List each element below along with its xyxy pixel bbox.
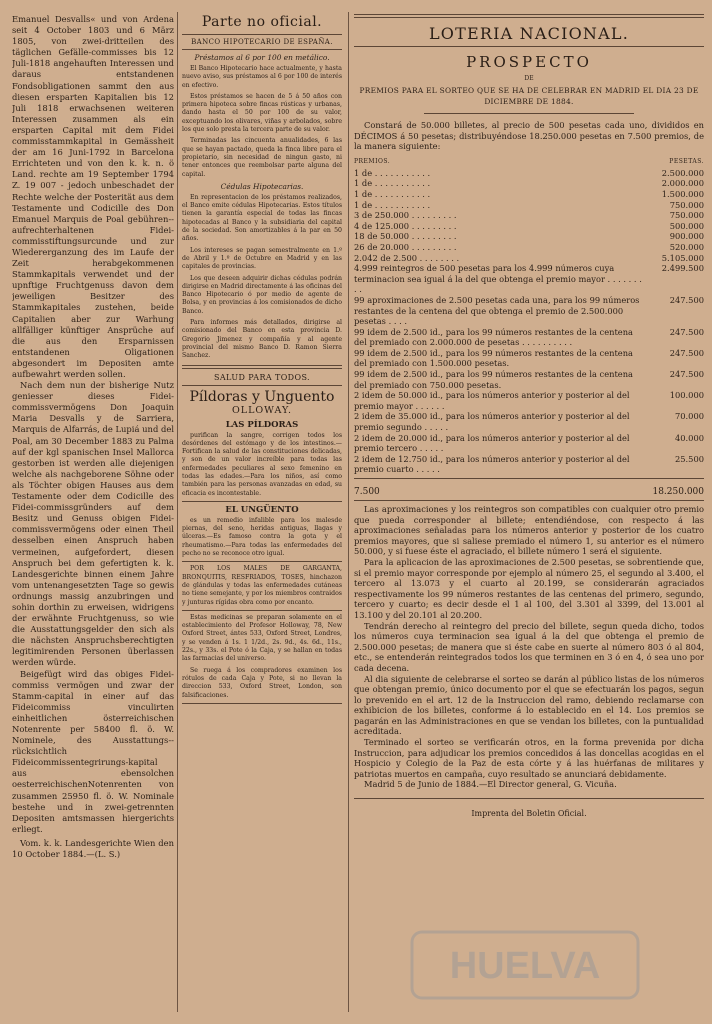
bank-paragraph: Los que deseen adquirir dichas cédulas podrán dirigirse en Madrid directamente á las oficinas del Banco Hipotecario ó por medio de agente de Bolsa, y en provincias á los comisionados de dicho Banco.: [182, 274, 342, 315]
bank-paragraph: El Banco Hipotecario hace actualmente, y hasta nuevo aviso, sus préstamos al 6 por 100 de interés en efectivo.: [182, 65, 342, 89]
divider: [182, 501, 342, 502]
prize-amount: 247.500: [669, 326, 704, 337]
prize-amount: 25.500: [674, 453, 704, 464]
divider: [182, 610, 342, 611]
prize-row: [354, 348, 704, 369]
prize-description: 18 de 50.000 . . . . . . . . .: [354, 231, 457, 242]
prize-row: [354, 263, 704, 295]
prize-description: 1 de . . . . . . . . . . .: [354, 199, 431, 210]
divider: [354, 478, 704, 479]
bank-paragraph: Para informes más detallados, dirigirse al comisionado del Banco en esta provincia D. Gregorio Jimenez y compañía y al agente provincial del mismo Banco D. Ramon Sierra Sanchez.: [182, 319, 342, 360]
prize-row: [354, 327, 704, 348]
prize-amount: 1.500.000: [661, 188, 704, 199]
double-divider: [354, 14, 704, 18]
prize-table-header: [354, 158, 704, 165]
prize-amount: 247.500: [669, 347, 704, 358]
divider: [182, 385, 342, 386]
rules-paragraph: Tendrán derecho al reintegro del precio del billete, segun queda dicho, todos los números cuya terminacion sea igual á la del que obtenga el premio de 2.500.000 pesetas; de manera que si éste cabe en suerte al número 803 ó al 804, etc., se entenderán reintegrados todos los que terminen en 3 ó en 4, ó sea uno por cada decena.: [354, 620, 704, 673]
prize-amount: 520.000: [669, 241, 704, 252]
prize-description: 26 de 20.000 . . . . . . . . .: [354, 241, 457, 252]
divider: [182, 34, 342, 35]
watermark-text: HUELVA: [449, 945, 601, 987]
prize-amount: 2.499.500: [661, 263, 704, 274]
prize-row: [354, 253, 704, 264]
prize-description: 2 idem de 12.750 id., para los números anterior y posterior al del premio cuarto . . . . .: [354, 453, 630, 475]
prize-row: [354, 178, 704, 189]
prize-description: 4.999 reintegros de 500 pesetas para los 4.999 números cuya terminacion sea igual á la del que obtenga el premio mayor . . . . . . . . .: [354, 263, 642, 295]
prize-amount: 500.000: [669, 220, 704, 231]
notice-signature: Vom. k. k. Landesgerichte Wien den 10 October 1884.—(L. S.): [12, 837, 174, 860]
rules-paragraph: Las aproximaciones y los reintegros son compatibles con cualquier otro premio que pueda corresponder al billete; entendiéndose, con respecto á las aproximaciones señaladas para los números anterior y posterior de los cuatro premios mayores, que si saliese premiado el número 1, su anterior es el número 50.000, y si fuese éste el agraciado, el billete número 1 será el siguiente.: [354, 504, 704, 557]
bank-paragraph: En representacion de los préstamos realizados, el Banco emite cédulas Hipotecarias. Estos títulos tienen la garantía especial de todas las fincas hipotecadas al Banco y la subsidiaria del capital de la sociedad. Son amortizables á la par en 50 años.: [182, 193, 342, 243]
divider: [182, 703, 342, 704]
divider: [182, 561, 342, 562]
prize-amount: 750.000: [669, 210, 704, 221]
prize-row: [354, 210, 704, 221]
rules-paragraph: Al dia siguiente de celebrarse el sorteo se darán al público listas de los números que obtengan premio, único documento por el que se efectuarán los pagos, segun lo prevenido en el art. 12 de la Instruccion del ramo, debiendo reclamarse con exhibicion de los billetes, conforme á lo establecido en el 14. Los premios se pagarán en las Administraciones en que se vendan los billetes, con la puntualidad acreditada.: [354, 673, 704, 737]
premios-header: PREMIOS.: [354, 157, 391, 165]
ad-heading: SALUD PARA TODOS.: [213, 372, 310, 382]
bank-paragraph: Los intereses se pagan semestralmente en 1.º de Abril y 1.º de Octubre en Madrid y en las capitales de provincias.: [182, 246, 342, 271]
unofficial-column: [182, 14, 342, 1016]
notice-text-3: Beigefügt wird das obiges Fidei-commiss vermögen und zwar der Stamm-capital in einer auf das Fideicommiss vinculirten einheitlichen österreichischen Notenrente per 58400 fl. ö. W. Nominele, des Ausstattungs--rücksichtlich Fideicommissentegrirungs-kapital aus ebensolchen oesterreichischenNotenrenten von zusammen 25950 fl. ö. W. Nominale bestehe und in zwei-getrennten Depositen amtsmassen hiergerichts erliegt.: [12, 668, 174, 834]
notice-text-2: Nach dem nun der bisherige Nutz geniesser dieses Fidei-commissvermögens Don Joaquin Maria Desvalls y de Sarriera, Marquis de Alfarrás, de Lupiá und del Poal, am 30 December 1883 zu Palma auf der kgl spanischen Insel Mallorca gestorben ist werden alle diejenigen welche als nachgeborene Söhne oder als Töchter obigen Hauses aus dem Testamente oder dem Codicille des Fidei-commissgründers auf dem Besitz und Genuss obigen Fidei-commissvermögens oder einen Theil desselben einen Anspruch haben vermeinen, aufgefordert, diesen Anspruch bei dem gefertigten k. k. Landesgerichte binnen einem Jahre vom untenangesetzten Tage so gewis ordnungs massig anzubringen und sohin dorthin zu erweisen, widrigens der erwähnte Fruchtgenuss, so wie die Ausstattungsgelder den sich als die nächsten Anspruchsberechtigten legitimirenden Personen überlassen werden würde.: [12, 380, 174, 668]
prize-description: 2 idem de 35.000 id., para los números anterior y posterior al del premio segundo . . . . .: [354, 411, 630, 433]
divider: [354, 500, 704, 501]
bank-paragraph: Estos préstamos se hacen de 5 á 50 años con primera hipoteca sobre fincas rústicas y urbanas, dando hasta el 50 por 100 de su valor, exceptuando los olivares, viñas y arbolados, sobre los que solo presta la tercera parte de su valor.: [182, 92, 342, 134]
pesetas-header: PESETAS.: [669, 157, 704, 165]
prize-row: [354, 411, 704, 432]
prize-amount: 750.000: [669, 199, 704, 210]
prize-amount: 5.105.000: [661, 252, 704, 263]
column-divider: [177, 12, 178, 1012]
prize-row: [354, 369, 704, 390]
total-row: [354, 487, 704, 497]
lottery-column: [354, 14, 704, 1016]
prize-row: [354, 168, 704, 179]
prize-description: 99 idem de 2.500 id., para los 99 números restantes de la centena del premiado con 1.500.000 pesetas.: [354, 347, 633, 369]
rules-paragraph: Terminado el sorteo se verificarán otros, en la forma prevenida por dicha Instruccion, para adjudicar los premios concedidos á las doncellas acogidas en el Hospicio y Colegio de la Paz de esta córte y á las huérfanas de militares y patriotas muertos en campaña, cuyo resultado se anunciará debidamente.: [354, 737, 704, 779]
prize-amount: 900.000: [669, 231, 704, 242]
prize-description: 2.042 de 2.500 . . . . . . . .: [354, 252, 460, 263]
prize-row: [354, 221, 704, 232]
signature: Madrid 5 de Junio de 1884.—El Director general, G. Vicuña.: [364, 779, 617, 790]
cedulas-subheading: Cédulas Hipotecarias.: [220, 181, 304, 191]
library-watermark: [410, 930, 640, 1000]
divider: [182, 49, 342, 50]
prize-amount: 40.000: [674, 432, 704, 443]
prize-description: 99 idem de 2.500 id., para los 99 números restantes de la centena del premiado con 750.000 pesetas.: [354, 369, 633, 390]
prize-description: 1 de . . . . . . . . . . .: [354, 188, 431, 199]
prize-row: [354, 295, 704, 327]
ointment-heading: EL UNGÜENTO: [225, 504, 299, 515]
prize-description: 2 idem de 20.000 id., para los números anterior y posterior al del premio tercero . . . . .: [354, 432, 630, 454]
printer-imprint: Imprenta del Boletin Oficial.: [471, 809, 587, 819]
ad-brand: OLLOWAY.: [231, 404, 293, 416]
prize-amount: 247.500: [669, 369, 704, 380]
intro-paragraph: Constará de 50.000 billetes, al precio de 500 pesetas cada uno, divididos en DÉCIMOS á 50 pesetas; distribuyéndose 18.250.000 pesetas en 7.500 premios, de la manera siguiente:: [354, 120, 704, 152]
pills-heading: LAS PÍLDORAS: [225, 419, 299, 430]
double-divider: [182, 365, 342, 369]
total-value: 18.250.000: [652, 487, 704, 497]
ad-paragraph: es un remedio infalible para los malesde piernas, del seno, heridas antiguas, llagas y úlceras.—Es famoso contra la gota y el rheumatismo.—Para todas las enfermedades del pecho no se reconoce otro igual.: [182, 516, 342, 558]
divider: [354, 798, 704, 799]
prize-row: [354, 242, 704, 253]
lottery-title: LOTERIA NACIONAL.: [428, 24, 629, 43]
prize-row: [354, 200, 704, 211]
prize-amount: 70.000: [674, 411, 704, 422]
ad-paragraph: Estas medicinas se preparan solamente en el establecimiento del Profesor Holloway, 78, New Oxford Street, ántes 533, Oxford Street, Londres, y se venden á 1s. 1 1/2d., 2s. 9d., 4s. 6d., 11s., 22s., y 33s. el Pote ó la Caja, y se hallan en todas las farmacias del universo.: [182, 613, 342, 663]
bank-paragraph: Terminadas las cincuenta anualidades, 6 las que se hayan pactado, queda la finca libre para el propietario, sin necesidad de ningun gasto, ni tener entonces que reembolsar parte alguna del capital.: [182, 137, 342, 178]
german-notice-column: [12, 14, 174, 1016]
ad-paragraph: purifican la sangre, corrigen todos los desórdenes del estómago y de los intestinos.—Fortifican la salud de las constituciones delicadas, y son de un valor increíble para todas las enfermedades peculiares al sexo femenino en todas las edades.—Para los niños, así como también para las personas avanzadas en edad, su eficacia es incontestable.: [182, 431, 342, 497]
notice-text: Emanuel Desvalls« und von Ardena seit 4 October 1803 und 6 März 1805, von zwei-dritteilen des täglichen Gefälle-commisses bis 12 Juli-1818 angehauften Interessen und daraus entstandenen Fondsobligationen sammt den aus diesen ersparten Kapitalien bis 12 Juli 1818 erwachsenen weiteren Interessen zusammen als ein ersparten Capital mit dem Fidei commisstammkapital in Gemässheit der am 16 Juni-1792 in Barcelona Errichteten und von den k. k. n. ö Land. rechte am 19 September 1794 Z. 19 007 - jedoch unbeschadet der Rechte welche der Posterität aus dem Testamente und Codicille des Don Emanuel Marquis de Poal gebühren--aufrechterhaltenen Fidei-commisstiftungsurcunde und zur Wiedererganzung des im Laufe der Zeit herabgekommenen Stammkapitals verwendet und der upnftige Fruchtgenuss davon dem jeweiligen Besitzer des Stammkapitales zustehen, beide Capitalien aber zur Warhung allfälliger künftiger Ansprüche auf die aus den Ersparnissen entstandenen Oligationen abgesondert im Depositen amte aufbewahrt werden sollen.: [12, 14, 174, 379]
section-title: Parte no oficial.: [201, 14, 323, 30]
bank-heading: BANCO HIPOTECARIO DE ESPAÑA.: [191, 38, 333, 46]
prize-description: 1 de . . . . . . . . . . .: [354, 178, 431, 189]
prize-description: 3 de 250.000 . . . . . . . . .: [354, 210, 457, 221]
divider: [424, 113, 634, 114]
rules-paragraph: Para la aplicacion de las aproximaciones de 2.500 pesetas, se sobrentiende que, si el premio mayor corresponde por ejemplo al número 25, el segundo al 3.400, el tercero al 13.073 y el cuarto al 20.199, se considerarán agraciados respectivamente los 99 números restantes de las centenas del primero, segundo, tercero y cuarto; es decir desde el 1 al 100, del 3.301 al 3399, del 13.001 al 13.100 y del 20.101 al 20.200.: [354, 556, 704, 620]
prospecto-title: PROSPECTO: [466, 53, 592, 71]
prize-row: [354, 390, 704, 411]
prize-description: 4 de 125.000 . . . . . . . . .: [354, 220, 457, 231]
prize-description: 1 de . . . . . . . . . . .: [354, 167, 431, 178]
prize-description: 99 aproximaciones de 2.500 pesetas cada una, para los 99 números restantes de la centena del que obtenga el premio de 2.500.000 pesetas . . . .: [354, 294, 640, 327]
prize-description: 2 idem de 50.000 id., para los números anterior y posterior al del premio mayor . . . . . .: [354, 390, 630, 411]
prize-row: [354, 433, 704, 454]
prize-row: [354, 189, 704, 200]
prize-row: [354, 454, 704, 475]
prize-amount: 247.500: [669, 294, 704, 305]
prize-description: 99 idem de 2.500 id., para los 99 números restantes de la centena del premiado con 2.000.000 de pesetas . . . . . . . . . .: [354, 326, 633, 348]
de-label: DE: [524, 75, 534, 82]
prize-amount: 2.000.000: [661, 178, 704, 189]
prize-amount: 2.500.000: [661, 167, 704, 178]
draw-heading: PREMIOS PARA EL SORTEO QUE SE HA DE CELEBRAR EN MADRID EL DIA 23 DE DICIEMBRE DE 1884.: [359, 86, 699, 106]
ad-paragraph: Se ruega á los compradores examinen los rótulos de cada Caja y Pote, si no llevan la direccion 533, Oxford Street, London, son falsificaciones.: [182, 666, 342, 699]
column-divider: [348, 12, 349, 1012]
ad-title: Píldoras y Unguento: [189, 388, 335, 405]
loans-subheading: Préstamos al 6 por 100 en metálico.: [194, 53, 330, 62]
prize-amount: 100.000: [669, 390, 704, 401]
prize-row: [354, 231, 704, 242]
total-count: 7.500: [354, 487, 380, 497]
ad-paragraph: POR LOS MALES DE GARGANTA, BRONQUITIS, RESFRIADOS, TOSES, hinchazon de glándulas y todas las enfermedades cutáneas no tiene semejante, y por los miembros contraidos y junturas rígidas obra como por encanto.: [182, 565, 342, 606]
divider: [354, 46, 704, 47]
prize-table: [354, 168, 704, 475]
